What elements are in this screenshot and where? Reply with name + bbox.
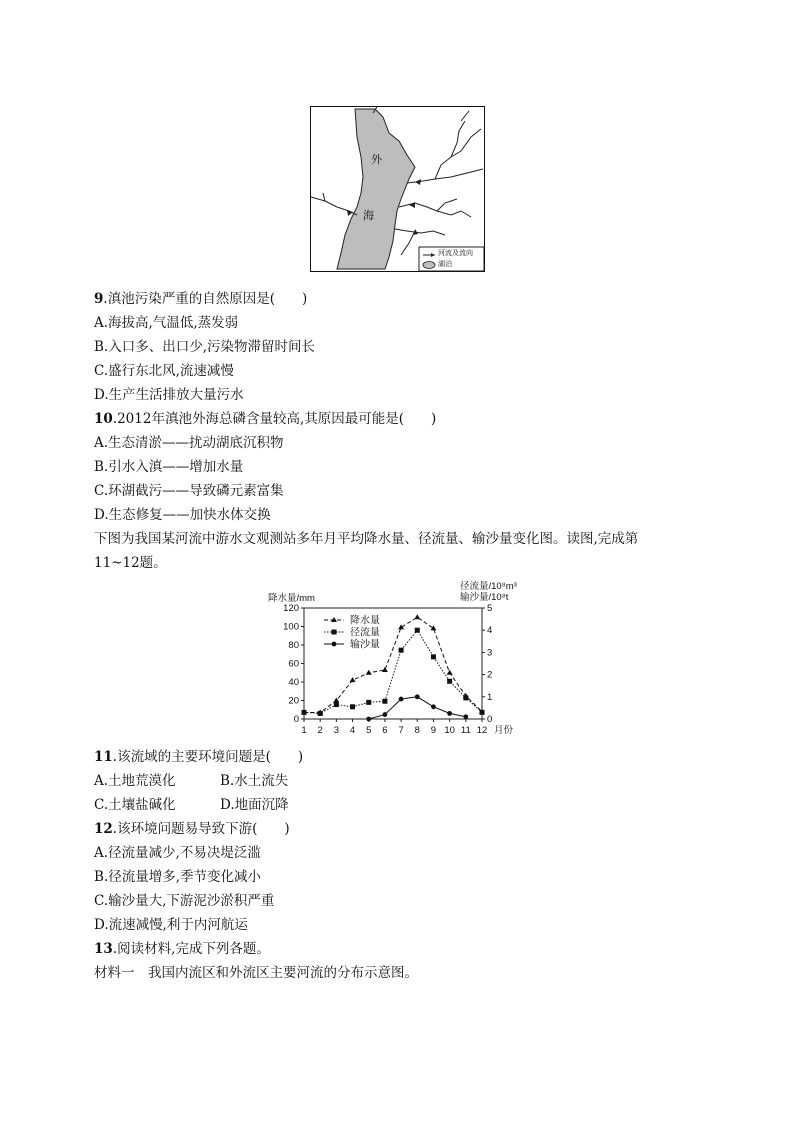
series-point-1 xyxy=(447,679,452,684)
question-12-stem: 12.该环境问题易导致下游( ) xyxy=(94,821,290,837)
y-right-tick-label: 3 xyxy=(487,647,493,659)
x-tick-label: 3 xyxy=(333,725,340,736)
option-10b: B.引水入滇——增加水量 xyxy=(94,459,244,475)
option-9d: D.生产生活排放大量污水 xyxy=(94,387,244,403)
y-right-tick-label: 0 xyxy=(487,714,493,725)
series-point-1 xyxy=(350,704,355,709)
material-1: 材料一 我国内流区和外流区主要河流的分布示意图。 xyxy=(94,965,418,981)
x-tick-label: 11 xyxy=(460,725,471,736)
lake-shape xyxy=(337,109,415,269)
option-12c: C.输沙量大,下游泥沙淤积严重 xyxy=(94,893,275,909)
legend-label-0: 降水量 xyxy=(350,615,380,627)
y-right-tick-label: 2 xyxy=(487,669,493,681)
series-point-1 xyxy=(366,700,371,705)
x-tick-label: 10 xyxy=(444,725,455,736)
option-9a: A.海拔高,气温低,蒸发弱 xyxy=(94,315,239,331)
series-point-0 xyxy=(414,614,420,619)
y-left-tick-label: 60 xyxy=(288,658,299,670)
option-10d: D.生态修复——加快水体交换 xyxy=(94,507,271,523)
legend-label-2: 输沙量 xyxy=(350,639,380,651)
series-point-2 xyxy=(383,712,388,717)
intro-line-1: 下图为我国某河流中游水文观测站多年月平均降水量、径流量、输沙量变化图。读图,完成第 xyxy=(94,531,639,547)
series-point-2 xyxy=(431,704,436,709)
x-tick-label: 2 xyxy=(317,725,323,736)
y-axis-left-label: 降水量/mm xyxy=(268,593,315,604)
option-12b: B.径流量增多,季节变化减小 xyxy=(94,869,262,885)
series-point-1 xyxy=(399,648,404,653)
y-axis-right-label-2: 输沙量/10⁸t xyxy=(460,592,509,603)
y-left-tick-label: 80 xyxy=(288,640,299,651)
series-point-1 xyxy=(415,628,420,633)
option-11d: D.地面沉降 xyxy=(220,797,289,813)
question-11-stem: 11.该流域的主要环境问题是( ) xyxy=(94,749,304,765)
question-number: 10 xyxy=(94,411,113,427)
series-point-0 xyxy=(398,624,404,629)
intro-line-2: 11~12题。 xyxy=(94,555,167,571)
series-point-2 xyxy=(366,717,371,722)
option-10a: A.生态清淤——扰动湖底沉积物 xyxy=(94,435,284,451)
x-tick-label: 5 xyxy=(366,725,372,736)
series-point-1 xyxy=(302,710,307,715)
option-9b: B.入口多、出口少,污染物滞留时间长 xyxy=(94,339,316,355)
plot-frame xyxy=(304,608,482,719)
question-number: 13 xyxy=(94,941,113,957)
x-tick-label: 12 xyxy=(476,725,488,736)
option-11c: C.土壤盐碱化 xyxy=(94,797,176,813)
map-drawing xyxy=(311,107,484,271)
legend-lake-label: 湖泊 xyxy=(438,260,452,268)
option-11b: B.水土流失 xyxy=(220,773,289,789)
option-9c: C.盛行东北风,流速减慢 xyxy=(94,363,234,379)
series-point-1 xyxy=(334,702,339,707)
question-number: 12 xyxy=(94,821,113,837)
series-point-2 xyxy=(463,714,468,719)
y-right-tick-label: 4 xyxy=(487,625,493,637)
series-point-2 xyxy=(415,694,420,699)
option-12a: A.径流量减少,不易决堤泛滥 xyxy=(94,845,261,861)
question-9-stem: 9.滇池污染严重的自然原因是( ) xyxy=(94,291,308,307)
dianchi-map xyxy=(310,106,485,272)
x-axis-label: 月份 xyxy=(494,725,514,736)
series-point-2 xyxy=(399,697,404,702)
option-11a: A.土地荒漠化 xyxy=(94,773,176,789)
series-point-1 xyxy=(318,711,323,716)
series-point-0 xyxy=(430,625,436,630)
hydrology-chart xyxy=(260,578,535,738)
chart-marks xyxy=(301,614,485,721)
series-point-1 xyxy=(431,654,436,659)
option-10c: C.环湖截污——导致磷元素富集 xyxy=(94,483,284,499)
question-13-stem: 13.阅读材料,完成下列各题。 xyxy=(94,941,270,957)
series-point-0 xyxy=(447,670,453,675)
y-left-tick-label: 20 xyxy=(288,695,299,707)
x-tick-label: 7 xyxy=(398,725,404,736)
x-tick-label: 8 xyxy=(414,725,420,736)
y-right-tick-label: 1 xyxy=(487,691,493,703)
chart-axes xyxy=(283,603,513,736)
series-point-0 xyxy=(350,677,356,682)
chart-legend xyxy=(324,614,380,651)
y-right-tick-label: 5 xyxy=(487,603,493,614)
map-label-wai: 外 xyxy=(371,153,382,166)
x-tick-label: 4 xyxy=(349,725,356,736)
series-point-1 xyxy=(480,710,485,715)
legend-river-label: 河流及流向 xyxy=(438,249,473,257)
y-left-tick-label: 0 xyxy=(293,714,299,725)
x-tick-label: 1 xyxy=(301,725,307,736)
x-tick-label: 9 xyxy=(430,725,437,736)
question-number: 9 xyxy=(94,291,104,307)
option-12d: D.流速减慢,利于内河航运 xyxy=(94,917,248,933)
legend-marker-2 xyxy=(332,642,337,647)
series-point-1 xyxy=(382,699,387,704)
series-point-2 xyxy=(447,711,452,716)
x-tick-label: 6 xyxy=(382,725,388,736)
y-axis-right-label-1: 径流量/10⁸m³ xyxy=(460,581,517,592)
question-10-stem: 10.2012年滇池外海总磷含量较高,其原因最可能是( ) xyxy=(94,411,437,427)
map-label-hai: 海 xyxy=(363,209,374,222)
series-point-0 xyxy=(382,667,388,672)
y-left-tick-label: 120 xyxy=(283,603,299,614)
series-line-1 xyxy=(304,630,482,713)
series-point-0 xyxy=(366,670,372,675)
legend-label-1: 径流量 xyxy=(350,627,380,639)
question-number: 11 xyxy=(94,749,113,765)
y-left-tick-label: 100 xyxy=(283,621,299,633)
series-point-1 xyxy=(463,695,468,700)
y-left-tick-label: 40 xyxy=(288,677,299,688)
legend-marker-1 xyxy=(332,630,337,635)
